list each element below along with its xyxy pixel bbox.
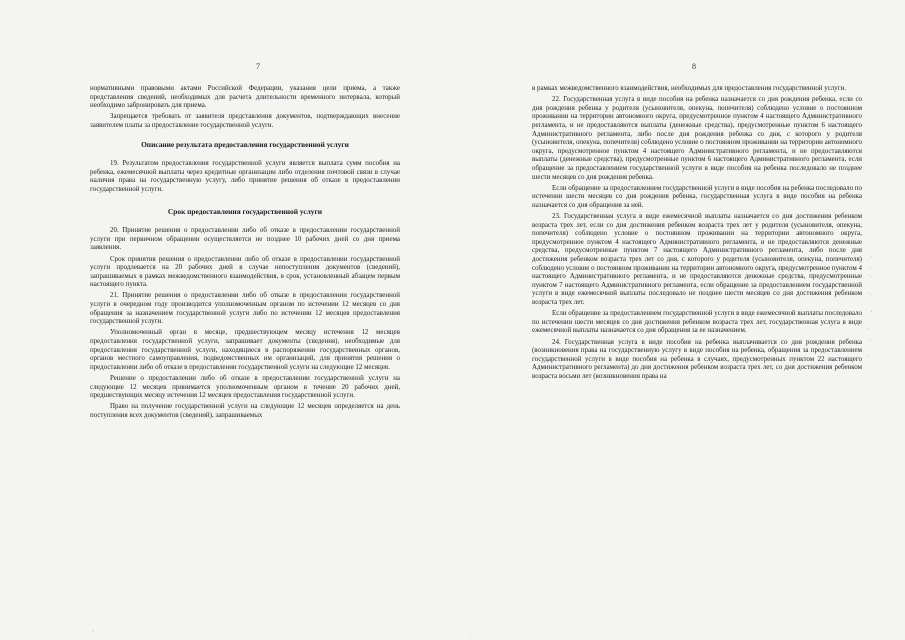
- scan-noise: ·: [470, 632, 472, 638]
- paragraph: Запрещается требовать от заявителя представления документов, подтверждающих внесение заявителем платы за предоставление государственной услуги.: [90, 112, 400, 129]
- paragraph: Если обращение за предоставлением государственной услуги в виде пособия на ребенка последовало по истечении шести месяцев со дня рождения ребенка, государственная услуга в виде пособия на ребенка назначается со дня обращения за ней.: [532, 183, 862, 209]
- paragraph: Срок принятия решения о предоставлении либо об отказе в предоставлении государственной услуги продлевается на 20 рабочих дней в случае непоступления документов (сведений), запрашиваемых в рамках межведомственного взаимодействия, в срок, установленный абзацем первым настоящего пункта.: [90, 254, 400, 289]
- paragraph: Уполномоченный орган в месяце, предшествующем месяцу истечения 12 месяцев предоставления государственной услуги, запрашивает документы (сведения), необходимые для предоставления государственной услуги, находящиеся в распоряжении государственных органов, органов местного самоуправления, подведомственных им организаций, для принятия решения о предоставлении либо об отказе в предоставлении государственной услуги на следующие 12 месяцев.: [90, 328, 400, 371]
- paragraph: 22. Государственная услуга в виде пособия на ребенка назначается со дня рождения ребенка, если со дня рождения ребенка у родителя (усыновителя, опекуна, попечителя) соблюдено условие о постоянном проживании на территории автономного округа, предусмотренное пунктом 4 настоящего Административного регламента, и не предоставляются выплаты (денежные средства), предусмотренные пунктом 6 настоящего Административного регламента, либо после дня рождения ребенка со дня, с которого у родителя (усыновителя, опекуна, попечителя) соблюдено условие о постоянном проживании на территории автономного округа, предусмотренное пунктом 4 настоящего Административного регламента, и не предоставляются выплаты (денежные средства), предусмотренные пунктом 6 настоящего Административного регламента, если обращение за предоставлением государственной услуги в виде пособия на ребенка последовало не позднее шести месяцев со дня рождения ребенка.: [532, 95, 862, 181]
- scan-noise: · ’ · · ‘ · · ’ · · · · ‘ · ’ · · · ‘ ·: [868, 257, 876, 370]
- paragraph: 24. Государственная услуга в виде пособия на ребенка выплачивается со дня рождения ребенка (возникновения права на государственную услугу в виде пособия на ребенка, обращения за предоставлением государственной услуги в виде пособия на ребенка в случаях, предусмотренных пунктом 22 настоящего Административного регламента) до дня достижения ребенком возраста трех лет, со дня достижения ребенком возраста восьми лет (возникновения права на: [532, 337, 862, 380]
- right-page-number: 8: [692, 62, 696, 71]
- right-page-text: [532, 84, 862, 383]
- paragraph: нормативными правовыми актами Российской Федерации, указания цели приема, а также представления сведений, необходимых для расчета длительности временного интервала, который необходимо забронировать для приема.: [90, 84, 400, 110]
- paragraph: Решение о предоставлении либо об отказе в предоставлении государственной услуги на следующие 12 месяцев принимается уполномоченным органом в течение 20 рабочих дней, предшествующих месяцу истечения 12 месяцев предоставления государственной услуги.: [90, 374, 400, 400]
- paragraph: Если обращение за предоставлением государственной услуги в виде ежемесячной выплаты последовало по истечении шести месяцев со дня достижения ребенком возраста трех лет, государственная услуга в виде ежемесячной выплаты назначается со дня обращения за ее назначением.: [532, 309, 862, 335]
- paragraph: в рамках межведомственного взаимодействия, необходимых для предоставления государственной услуги.: [532, 84, 847, 92]
- left-page-text: [90, 84, 400, 422]
- section-heading-result: Описание результата предоставления государственной услуги: [141, 139, 349, 149]
- paragraph: Право на получение государственной услуги на следующие 12 месяцев определяется на день поступления всех документов (сведений), запрашиваемых: [90, 402, 400, 419]
- paragraph: 21. Принятие решения о предоставлении либо об отказе в предоставлении государственной услуги в очередном году производится уполномоченным органом по истечении 12 месяцев со дня обращения за назначением государственной услуги либо по истечении 12 месяцев предоставления государственной услуги.: [90, 291, 400, 326]
- left-page-number: 7: [256, 62, 260, 71]
- paragraph: 23. Государственная услуга в виде ежемесячной выплаты назначается со дня достижения ребенком возраста трех лет, если со дня достижения ребенком возраста трех лет у родителя (усыновителя, опекуна, попечителя) соблюдено условие о постоянном проживании на территории автономного округа, предусмотренное пунктом 4 настоящего Административного регламента, и не предоставляются денежные средства, предусмотренные пунктом 7 настоящего Административного регламента, либо после дня достижения ребенком возраста трех лет со дня, с которого у родителя (усыновителя, опекуна, попечителя) соблюдено условие о постоянном проживании на территории автономного округа, предусмотренное пунктом 4 настоящего Административного регламента, и не предоставляются денежные средства, предусмотренные пунктом 7 настоящего Административного регламента, если обращение за предоставлением государственной услуги в виде ежемесячной выплаты последовало не позднее шести месяцев со дня достижения ребенком возраста трех лет.: [532, 212, 862, 307]
- scan-noise: ’: [92, 630, 94, 636]
- section-heading-term: Срок предоставления государственной услуги: [167, 206, 323, 216]
- paragraph: 19. Результатом предоставления государственной услуги является выплата сумм пособия на ребенка, ежемесячной выплаты через кредитные организации либо отделения почтовой связи в случае наличия права на государственную услугу, либо принятие решения об отказе в предоставлении государственной услуги.: [90, 159, 400, 193]
- paragraph: 20. Принятие решения о предоставлении либо об отказе в предоставлении государственной услуги при первичном обращении осуществляется не позднее 10 рабочих дней со дня приема заявления.: [90, 226, 400, 252]
